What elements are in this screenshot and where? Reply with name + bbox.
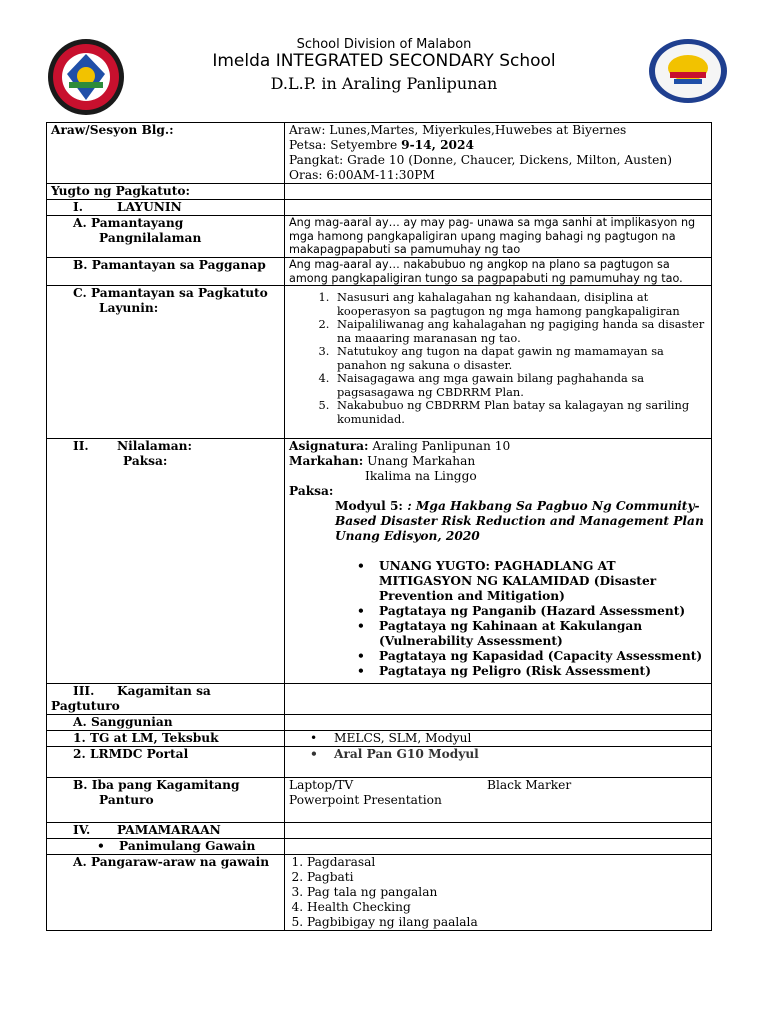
asignatura-line (289, 439, 707, 454)
nilalaman-num: II. (73, 439, 89, 454)
session-row (47, 123, 712, 184)
tg-cell (285, 731, 712, 747)
oras-text: Oras: 6:00AM-11:30PM (289, 168, 435, 182)
pamamaraan-row (47, 823, 712, 839)
objectives-cell (285, 286, 712, 439)
pamantayang-row (47, 216, 712, 258)
sanggunian-label (47, 715, 285, 731)
asignatura-value: Araling Panlipunan 10 (368, 439, 511, 454)
layunin-heading (47, 200, 285, 216)
pangaraw-item: 5. Pagbibigay ng ilang paalala (307, 915, 707, 930)
pangaraw-list (289, 855, 707, 930)
division-name: School Division of Malabon (296, 37, 472, 52)
markahan-line (289, 454, 707, 469)
layunin-label: LAYUNIN (117, 200, 182, 214)
pagkatuto-label-b: Layunin: (99, 301, 159, 316)
tg-label-text: 1. TG at LM, Teksbuk (73, 731, 219, 746)
iba-row (47, 778, 712, 823)
pangkat-text: Pangkat: Grade 10 (Donne, Chaucer, Dickens, Milton, Austen) (289, 153, 672, 167)
markahan-value: Unang Markahan (363, 454, 476, 469)
marker-text: Black Marker (487, 778, 572, 793)
markahan-label: Markahan: (289, 454, 364, 469)
iba-line1 (289, 778, 707, 793)
school-name: Imelda INTEGRATED SECONDARY School (212, 51, 556, 71)
topic-list (289, 559, 707, 679)
session-details (285, 123, 712, 184)
ikalima-text: Ikalima na Linggo (365, 469, 477, 484)
kagamitan-empty (285, 684, 712, 715)
nilalaman-label-b: Paksa: (123, 454, 168, 469)
nilalaman-content (285, 439, 712, 684)
nilalaman-label (47, 439, 285, 684)
ppt-text: Powerpoint Presentation (289, 793, 442, 808)
tg-label (47, 731, 285, 747)
objective-item: 2. Naipaliliwanag ang kahalagahan ng pagiging handa sa disaster na maaaring maranasan ng tao. (333, 318, 707, 345)
iba-cell (285, 778, 712, 823)
yugto-label: Yugto ng Pagkatuto: (47, 184, 285, 200)
iba-label (47, 778, 285, 823)
pangaraw-item: 2. Pagbati (307, 870, 707, 885)
iba-label-b: Panturo (99, 793, 154, 808)
petsa-date: 9-14, 2024 (401, 138, 474, 152)
lrmdc-label (47, 747, 285, 778)
lrmdc-label-text: 2. LRMDC Portal (73, 747, 189, 762)
paksa-label: Paksa: (289, 484, 334, 499)
document-title: D.L.P. in Araling Panlipunan (270, 74, 498, 93)
panimula-label-text: Panimulang Gawain (119, 839, 256, 854)
lrmdc-cell (285, 747, 712, 778)
pamantayang-label-b: Pangnilalaman (99, 231, 202, 245)
layunin-num: I. (73, 200, 83, 214)
lesson-plan-table (46, 122, 712, 931)
lrmdc-row (47, 747, 712, 778)
modyul-block (289, 499, 707, 544)
objectives-list (289, 291, 707, 426)
pangaraw-row (47, 855, 712, 931)
sanggunian-row (47, 715, 712, 731)
topic-item: • UNANG YUGTO: PAGHADLANG AT MITIGASYON NG KALAMIDAD (Disaster Prevention and Mitigation) (289, 559, 707, 604)
panimula-label (47, 839, 285, 855)
modyul-title: : Mga Hakbang Sa Pagbuo Ng Community-Based Disaster Risk Reduction and Management Plan Unang Edisyon, 2020 (335, 499, 704, 544)
laptop-text: Laptop/TV (289, 778, 354, 793)
pamantayang-label-a: A. Pamantayang (73, 216, 184, 230)
objective-item: 4. Naisagagawa ang mga gawain bilang paghahanda sa pagsasagawa ng CBDRRM Plan. (333, 372, 707, 399)
kagamitan-heading (47, 684, 285, 715)
pagkatuto-label (47, 286, 285, 439)
document-header (0, 0, 768, 120)
sanggunian-label-text: A. Sanggunian (73, 715, 173, 730)
kagamitan-row (47, 684, 712, 715)
petsa-prefix: Petsa: Setyembre (289, 138, 402, 152)
pangaraw-label-text: A. Pangaraw-araw na gawain (73, 855, 270, 870)
araw-text: Araw: Lunes,Martes, Miyerkules,Huwebes at Biyernes (289, 123, 627, 137)
asignatura-label: Asignatura: (289, 439, 369, 454)
pamantayang-label (47, 216, 285, 258)
pangaraw-cell (285, 855, 712, 931)
tg-item: • MELCS, SLM, Modyul (289, 731, 707, 746)
topic-item: • Pagtataya ng Kapasidad (Capacity Assessment) (289, 649, 707, 664)
layunin-empty (285, 200, 712, 216)
spacer (289, 544, 707, 559)
pagkatuto-row (47, 286, 712, 439)
session-label-text: Araw/Sesyon Blg.: (51, 123, 174, 137)
pamamaraan-num: IV. (73, 823, 91, 838)
pangaraw-label (47, 855, 285, 931)
iba-label-a: B. Iba pang Kagamitang (73, 778, 240, 793)
pamantayang-text: Ang mag-aaral ay… ay may pag- unawa sa mga sanhi at implikasyon ng mga hamong pangkapaligiran upang maging bahagi ng pagtugon na makapagpapabuti sa pamumuhay ng tao (285, 216, 712, 258)
layunin-row (47, 200, 712, 216)
yugto-empty (285, 184, 712, 200)
objective-item: 3. Natutukoy ang tugon na dapat gawin ng mamamayan sa panahon ng sakuna o disaster. (333, 345, 707, 372)
kagamitan-num: III. (73, 684, 95, 699)
pamamaraan-empty (285, 823, 712, 839)
pagganap-label (47, 258, 285, 286)
topic-item: • Pagtataya ng Panganib (Hazard Assessment) (289, 604, 707, 619)
panimula-empty (285, 839, 712, 855)
sanggunian-empty (285, 715, 712, 731)
panimula-bullet (51, 839, 280, 854)
pangaraw-item: 1. Pagdarasal (307, 855, 707, 870)
objective-item: 5. Nakabubuo ng CBDRRM Plan batay sa kalagayan ng sariling komunidad. (333, 399, 707, 426)
modyul-label: Modyul 5: (335, 499, 408, 514)
topic-item: • Pagtataya ng Kahinaan at Kakulangan (Vulnerability Assessment) (289, 619, 707, 649)
session-label (47, 123, 285, 184)
pangaraw-item: 4. Health Checking (307, 900, 707, 915)
pangaraw-item: 3. Pag tala ng pangalan (307, 885, 707, 900)
pagganap-label-text: B. Pamantayan sa Pagganap (73, 258, 266, 272)
lrmdc-item: • Aral Pan G10 Modyul (289, 747, 707, 762)
bullet-icon: • (97, 839, 105, 854)
pamamaraan-label: PAMAMARAAN (117, 823, 221, 838)
nilalaman-heading (51, 439, 280, 454)
nilalaman-row (47, 439, 712, 684)
pamamaraan-heading (47, 823, 285, 839)
pagganap-row (47, 258, 712, 286)
petsa-text (289, 138, 707, 153)
pagkatuto-label-a: C. Pamantayan sa Pagkatuto (73, 286, 268, 301)
topic-item: • Pagtataya ng Peligro (Risk Assessment) (289, 664, 707, 679)
kagamitan-label: Kagamitan sa Pagtuturo (51, 684, 211, 714)
pagganap-text: Ang mag-aaral ay… nakabubuo ng angkop na plano sa pagtugon sa among pangkapaligiran tungo sa pagpapabuti ng pamumuhay ng tao. (285, 258, 712, 286)
tg-row (47, 731, 712, 747)
nilalaman-label-a: Nilalaman: (117, 439, 192, 454)
objective-item: 1. Nasusuri ang kahalagahan ng kahandaan, disiplina at kooperasyon sa pagtugon ng mga hamong pangkapaligiran (333, 291, 707, 318)
yugto-row (47, 184, 712, 200)
panimula-row (47, 839, 712, 855)
